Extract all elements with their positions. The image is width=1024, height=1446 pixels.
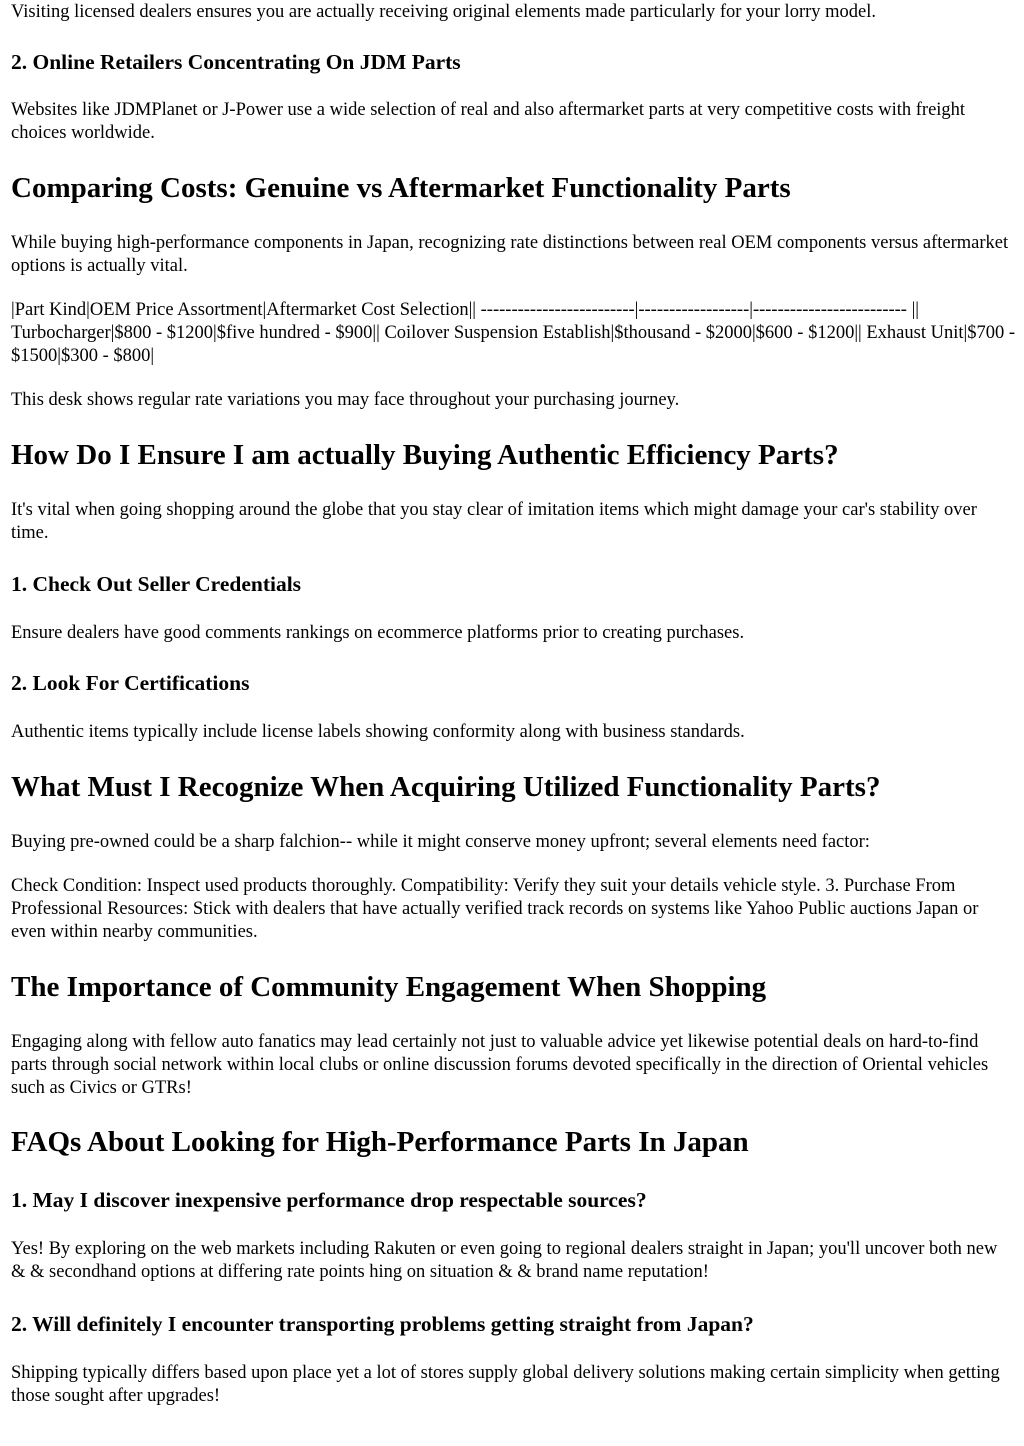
section-heading-online-retailers: 2. Online Retailers Concentrating On JDM Parts <box>11 50 461 74</box>
section-heading-seller-credentials: 1. Check Out Seller Credentials <box>11 572 302 596</box>
community-paragraph: Engaging along with fellow auto fanatics may lead certainly not just to valuable advice yet likewise potential deals on hard-to-find parts through social network within local clubs or online discussion forums devoted specifically in the direction of Oriental vehicles such as Civics or GTRs! <box>11 1032 989 1098</box>
price-table-note: This desk shows regular rate variations you may face throughout your purchasing journey. <box>11 390 680 410</box>
section-heading-certifications: 2. Look For Certifications <box>11 671 250 695</box>
comparing-costs-paragraph: While buying high-performance components in Japan, recognizing rate distinctions between real OEM components versus aftermarket options is actually vital. <box>11 233 1009 276</box>
section-heading-comparing-costs: Comparing Costs: Genuine vs Aftermarket Functionality Parts <box>11 172 791 204</box>
certifications-paragraph: Authentic items typically include license labels showing conformity along with business standards. <box>11 722 745 742</box>
section-heading-community: The Importance of Community Engagement When Shopping <box>11 971 767 1003</box>
online-retailers-paragraph: Websites like JDMPlanet or J-Power use a wide selection of real and also aftermarket parts at very competitive costs with freight choices worldwide. <box>11 100 966 143</box>
faq-answer-2: Shipping typically differs based upon place yet a lot of stores supply global delivery solutions making certain simplicity when getting those sought after upgrades! <box>11 1363 1000 1406</box>
price-table-text: |Part Kind|OEM Price Assortment|Aftermarket Cost Selection|| -------------------------|------------------|------------------------- || Turbocharger|$800 - $1200|$five hundred - $900|| Coilover Suspension Establish|$thousand - $2000|$600 - $1200|| Exhaust Unit|$700 - $1500|$300 - $800| <box>11 300 1015 366</box>
section-heading-authentic-parts: How Do I Ensure I am actually Buying Authentic Efficiency Parts? <box>11 439 839 471</box>
faq-question-1: 1. May I discover inexpensive performance drop respectable sources? <box>11 1188 647 1212</box>
faq-answer-1: Yes! By exploring on the web markets including Rakuten or even going to regional dealers straight in Japan; you'll uncover both new & & secondhand options at differing rate points hing on situation & & brand name reputation! <box>11 1239 998 1282</box>
section-heading-used-parts: What Must I Recognize When Acquiring Utilized Functionality Parts? <box>11 771 881 803</box>
seller-credentials-paragraph: Ensure dealers have good comments rankings on ecommerce platforms prior to creating purchases. <box>11 623 745 643</box>
used-parts-paragraph: Buying pre-owned could be a sharp falchion-- while it might conserve money upfront; several elements need factor: <box>11 832 870 852</box>
section-heading-faqs: FAQs About Looking for High-Performance Parts In Japan <box>11 1126 749 1158</box>
used-parts-checklist: Check Condition: Inspect used products thoroughly. Compatibility: Verify they suit your details vehicle style. 3. Purchase From Professional Resources: Stick with dealers that have actually verified track records on systems like Yahoo Public auctions Japan or even within nearby communities. <box>11 876 979 942</box>
authentic-parts-paragraph: It's vital when going shopping around the globe that you stay clear of imitation items which might damage your car's stability over time. <box>11 500 977 543</box>
intro-paragraph: Visiting licensed dealers ensures you are actually receiving original elements made particularly for your lorry model. <box>11 2 877 22</box>
faq-question-2: 2. Will definitely I encounter transporting problems getting straight from Japan? <box>11 1312 754 1336</box>
